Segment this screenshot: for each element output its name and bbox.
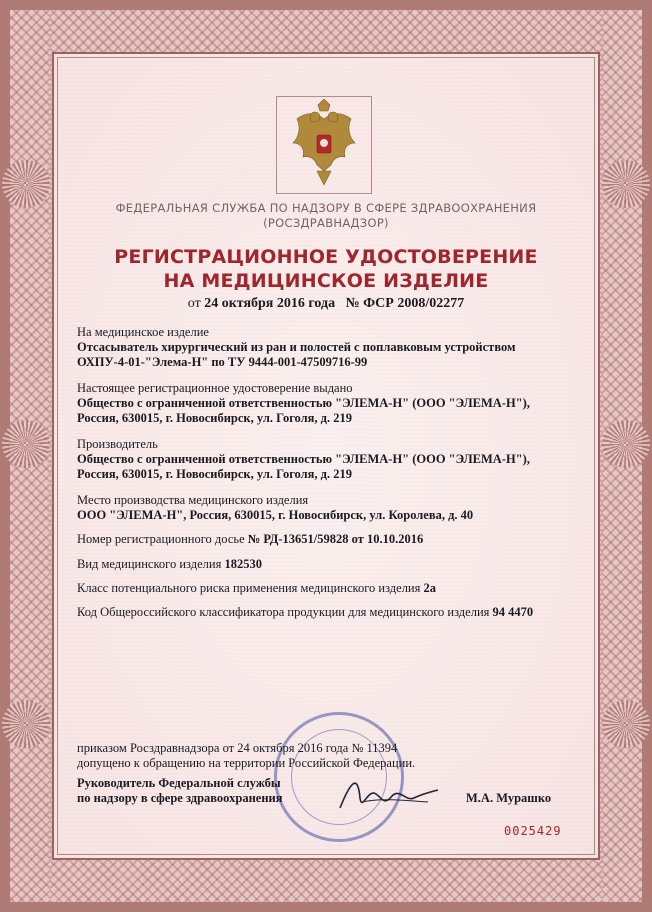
manufacturer-line2: Россия, 630015, г. Новосибирск, ул. Гоголя, д. 219 (77, 467, 352, 481)
issue-date: 24 октября 2016 года (204, 296, 336, 311)
border-rosette (602, 420, 650, 468)
issued-to-line2: Россия, 630015, г. Новосибирск, ул. Гоголя, д. 219 (77, 411, 352, 425)
document-subtitle: НА МЕДИЦИНСКОЕ ИЗДЕЛИЕ (163, 270, 489, 292)
code-label: Код Общероссийского классификатора продукции для медицинского изделия (77, 605, 490, 619)
agency-name: ФЕДЕРАЛЬНАЯ СЛУЖБА ПО НАДЗОРУ В СФЕРЕ ЗДРАВООХРАНЕНИЯ (115, 201, 537, 215)
risk-value: 2а (423, 581, 436, 595)
order-line1: приказом Росздравнадзора от 24 октября 2016 года № 11394 (77, 741, 398, 755)
signatory-title2: по надзору в сфере здравоохранения (77, 791, 283, 805)
border-rosette (2, 160, 50, 208)
kind-value: 182530 (224, 557, 262, 571)
issued-to-line1: Общество с ограниченной ответственностью "ЭЛЕМА-Н" (ООО "ЭЛЕМА-Н"), (77, 396, 530, 410)
signatory-title1: Руководитель Федеральной службы (77, 776, 281, 790)
order-line2: допущено к обращению на территории Российской Федерации. (77, 756, 416, 770)
risk-label: Класс потенциального риска применения медицинского изделия (77, 581, 421, 595)
device-name-line1: Отсасыватель хирургический из ран и полостей с поплавковым устройством (77, 340, 516, 354)
signature (332, 768, 442, 818)
document-title: РЕГИСТРАЦИОННОЕ УДОСТОВЕРЕНИЕ (114, 246, 538, 268)
signatory-name: М.А. Мурашко (466, 791, 552, 805)
agency-abbr: (РОСЗДРАВНАДЗОР) (263, 216, 389, 230)
place-value: ООО "ЭЛЕМА-Н", Россия, 630015, г. Новосибирск, ул. Королева, д. 40 (77, 508, 474, 522)
border-rosette (602, 700, 650, 748)
issue-date-line (70, 296, 582, 312)
date-prefix: от (187, 296, 201, 311)
number-sign: № (345, 296, 360, 311)
certificate-number: ФСР 2008/02277 (363, 296, 465, 311)
border-rosette (602, 160, 650, 208)
dossier-line (77, 532, 423, 547)
device-name-line2: ОХПУ-4-01-"Элема-Н" по ТУ 9444-001-47509716-99 (77, 355, 368, 369)
border-rosette (2, 700, 50, 748)
place-label: Место производства медицинского изделия (77, 493, 309, 507)
border-rosette (2, 420, 50, 468)
manufacturer-label: Производитель (77, 437, 158, 451)
dossier-number: № РД-13651/59828 от 10.10.2016 (247, 532, 424, 546)
kind-line (77, 557, 262, 572)
coat-of-arms-icon (277, 97, 371, 193)
crest-frame (276, 96, 372, 194)
kind-label: Вид медицинского изделия (77, 557, 222, 571)
issued-label: Настоящее регистрационное удостоверение выдано (77, 381, 353, 395)
code-line (77, 605, 533, 620)
dossier-label: Номер регистрационного досье (77, 532, 245, 546)
manufacturer-line1: Общество с ограниченной ответственностью "ЭЛЕМА-Н" (ООО "ЭЛЕМА-Н"), (77, 452, 530, 466)
risk-line (77, 581, 436, 596)
serial-number: 0025429 (504, 824, 562, 838)
device-label: На медицинское изделие (77, 325, 209, 339)
code-value: 94 4470 (492, 605, 534, 619)
